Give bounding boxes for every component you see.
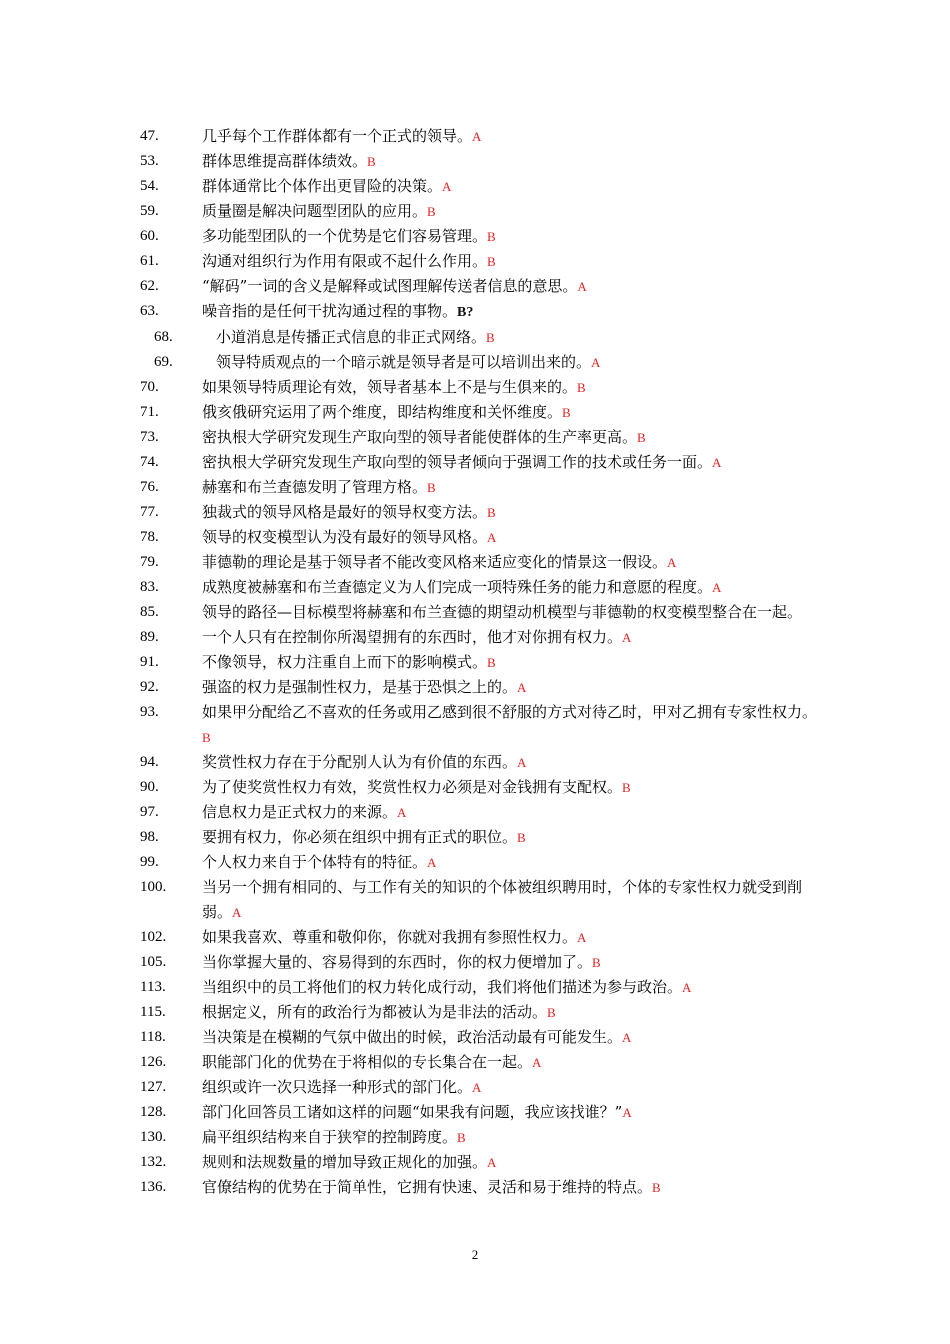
- question-item: [140, 700, 820, 750]
- statement: “解码”一词的含义是解释或试图理解传送者信息的意思。: [202, 277, 578, 295]
- question-number: 92.: [140, 679, 159, 695]
- statement: 奖赏性权力存在于分配别人认为有价值的东西。: [202, 753, 518, 771]
- answer-label: A: [532, 1055, 542, 1070]
- question-item: [140, 500, 820, 525]
- question-number: 105.: [140, 954, 167, 970]
- question-number: 91.: [140, 654, 159, 670]
- question-text: [202, 625, 820, 650]
- answer-label: A: [517, 755, 527, 770]
- question-item: [140, 199, 820, 224]
- question-number: 98.: [140, 829, 159, 845]
- question-text: [202, 775, 820, 800]
- question-number: 93.: [140, 704, 159, 720]
- statement: 组织或许一次只选择一种形式的部门化。: [202, 1078, 473, 1096]
- question-item: [140, 925, 820, 950]
- question-item: [140, 800, 820, 825]
- statement: 多功能型团队的一个优势是它们容易管理。: [202, 227, 488, 245]
- question-item: [140, 1050, 820, 1075]
- answer-label: B: [487, 655, 496, 670]
- answer-label: A: [577, 279, 587, 294]
- statement: 扁平组织结构来自于狭窄的控制跨度。: [202, 1128, 458, 1146]
- answer-label: B: [547, 1005, 556, 1020]
- statement: 领导特质观点的一个暗示就是领导者是可以培训出来的。: [216, 353, 592, 371]
- answer-label: A: [682, 980, 692, 995]
- question-text: [202, 149, 820, 174]
- question-item: [140, 174, 820, 199]
- question-number: 76.: [140, 479, 159, 495]
- question-text: [202, 950, 820, 975]
- question-item: [140, 825, 820, 850]
- question-item: [140, 249, 820, 274]
- statement: 官僚结构的优势在于简单性，它拥有快速、灵活和易于维持的特点。: [202, 1178, 653, 1196]
- question-number: 99.: [140, 854, 159, 870]
- question-number: 61.: [140, 253, 159, 269]
- question-item: [140, 550, 820, 575]
- question-number: 130.: [140, 1129, 167, 1145]
- question-text: [202, 375, 820, 400]
- question-number: 136.: [140, 1179, 167, 1195]
- answer-label: A: [517, 680, 527, 695]
- question-item: [140, 950, 820, 975]
- question-number: 60.: [140, 228, 159, 244]
- question-text: [202, 299, 820, 325]
- question-item: [140, 775, 820, 800]
- statement: 独裁式的领导风格是最好的领导权变方法。: [202, 503, 488, 521]
- question-text: [202, 1025, 820, 1050]
- question-text: [202, 700, 820, 750]
- statement: 成熟度被赫塞和布兰查德定义为人们完成一项特殊任务的能力和意愿的程度。: [202, 578, 713, 596]
- statement: 密执根大学研究发现生产取向型的领导者倾向于强调工作的技术或任务一面。: [202, 453, 713, 471]
- answer-label: A: [577, 930, 587, 945]
- question-item: [140, 149, 820, 174]
- question-item: [140, 750, 820, 775]
- answer-label: B: [592, 955, 601, 970]
- statement: 不像领导，权力注重自上而下的影响模式。: [202, 653, 488, 671]
- question-number: 54.: [140, 178, 159, 194]
- question-item: [140, 425, 820, 450]
- statement: 领导的路径—目标模型将赫塞和布兰查德的期望动机模型与菲德勒的权变模型整合在一起。: [202, 603, 803, 621]
- answer-label: B: [637, 430, 646, 445]
- question-item: [140, 224, 820, 249]
- question-text: [202, 325, 820, 350]
- answer-label: B: [367, 154, 376, 169]
- statement: 几乎每个工作群体都有一个正式的领导。: [202, 127, 473, 145]
- question-item: [140, 124, 820, 149]
- question-item: [140, 1175, 820, 1200]
- statement: 领导的权变模型认为没有最好的领导风格。: [202, 528, 488, 546]
- question-number: 100.: [140, 879, 167, 895]
- question-text: [202, 1150, 820, 1175]
- question-number: 62.: [140, 278, 159, 294]
- statement: 群体通常比个体作出更冒险的决策。: [202, 177, 443, 195]
- question-number: 126.: [140, 1054, 167, 1070]
- answer-label: B: [202, 730, 211, 745]
- statement: 个人权力来自于个体特有的特征。: [202, 853, 428, 871]
- question-text: [202, 400, 820, 425]
- answer-label: A: [622, 1030, 632, 1045]
- question-number: 70.: [140, 379, 159, 395]
- question-number: 69.: [154, 354, 173, 370]
- statement: 如果我喜欢、尊重和敬仰你，你就对我拥有参照性权力。: [202, 928, 578, 946]
- answer-label: B: [487, 254, 496, 269]
- question-text: [202, 1175, 820, 1200]
- statement: 菲德勒的理论是基于领导者不能改变风格来适应变化的情景这一假设。: [202, 553, 668, 571]
- question-number: 77.: [140, 504, 159, 520]
- question-list: [140, 124, 820, 1200]
- question-number: 73.: [140, 429, 159, 445]
- question-number: 102.: [140, 929, 167, 945]
- statement: 俄亥俄研究运用了两个维度，即结构维度和关怀维度。: [202, 403, 563, 421]
- statement: 赫塞和布兰查德发明了管理方格。: [202, 478, 428, 496]
- statement: 强盗的权力是强制性权力，是基于恐惧之上的。: [202, 678, 518, 696]
- answer-label: A: [472, 1080, 482, 1095]
- question-text: [202, 800, 820, 825]
- answer-label: A: [712, 455, 722, 470]
- question-text: [202, 525, 820, 550]
- question-item: [140, 875, 820, 925]
- question-item: [140, 1150, 820, 1175]
- question-item: [140, 1125, 820, 1150]
- statement: 群体思维提高群体绩效。: [202, 152, 368, 170]
- question-number: 74.: [140, 454, 159, 470]
- question-text: [202, 350, 820, 375]
- statement: 根据定义，所有的政治行为都被认为是非法的活动。: [202, 1003, 548, 1021]
- question-item: [140, 625, 820, 650]
- question-text: [202, 875, 820, 925]
- answer-label: B: [562, 405, 571, 420]
- question-number: 113.: [140, 979, 166, 995]
- answer-label: A: [472, 129, 482, 144]
- answer-label: B: [517, 830, 526, 845]
- answer-label: A: [487, 530, 497, 545]
- answer-label: A: [622, 630, 632, 645]
- question-text: [202, 550, 820, 575]
- question-text: [202, 600, 820, 625]
- question-item: [140, 325, 820, 350]
- question-text: [202, 1100, 820, 1125]
- answer-label: B: [427, 480, 436, 495]
- question-text: [202, 1125, 820, 1150]
- question-text: [202, 224, 820, 249]
- question-number: 128.: [140, 1104, 167, 1120]
- question-item: [140, 575, 820, 600]
- question-text: [202, 475, 820, 500]
- question-text: [202, 825, 820, 850]
- statement: 如果甲分配给乙不喜欢的任务或用乙感到很不舒服的方式对待乙时，甲对乙拥有专家性权力。: [202, 703, 818, 721]
- statement: 职能部门化的优势在于将相似的专长集合在一起。: [202, 1053, 533, 1071]
- question-item: [140, 1025, 820, 1050]
- statement: 密执根大学研究发现生产取向型的领导者能使群体的生产率更高。: [202, 428, 638, 446]
- answer-label: B: [486, 330, 495, 345]
- statement: 为了使奖赏性权力有效，奖赏性权力必须是对金钱拥有支配权。: [202, 778, 623, 796]
- answer-label: A: [427, 855, 437, 870]
- answer-label: B: [427, 204, 436, 219]
- question-text: [202, 850, 820, 875]
- question-item: [140, 299, 820, 325]
- question-number: 63.: [140, 303, 159, 319]
- answer-label: A: [397, 805, 407, 820]
- question-text: [202, 199, 820, 224]
- question-text: [202, 975, 820, 1000]
- question-text: [202, 425, 820, 450]
- question-item: [140, 375, 820, 400]
- statement: 信息权力是正式权力的来源。: [202, 803, 398, 821]
- answer-label: A: [667, 555, 677, 570]
- question-number: 127.: [140, 1079, 167, 1095]
- question-text: [202, 174, 820, 199]
- question-text: [202, 675, 820, 700]
- question-item: [140, 525, 820, 550]
- question-text: [202, 500, 820, 525]
- statement: 一个人只有在控制你所渴望拥有的东西时，他才对你拥有权力。: [202, 628, 623, 646]
- question-text: [202, 1050, 820, 1075]
- answer-label: B: [622, 780, 631, 795]
- answer-label: A: [442, 179, 452, 194]
- question-item: [140, 600, 820, 625]
- answer-label: B: [652, 1180, 661, 1195]
- question-number: 78.: [140, 529, 159, 545]
- statement: 当组织中的员工将他们的权力转化成行动，我们将他们描述为参与政治。: [202, 978, 683, 996]
- statement: 小道消息是传播正式信息的非正式网络。: [216, 328, 487, 346]
- statement: 噪音指的是任何干扰沟通过程的事物。: [202, 302, 458, 320]
- statement: 当你掌握大量的、容易得到的东西时，你的权力便增加了。: [202, 953, 593, 971]
- question-item: [140, 1075, 820, 1100]
- question-text: [202, 575, 820, 600]
- question-number: 59.: [140, 203, 159, 219]
- question-number: 53.: [140, 153, 159, 169]
- question-number: 71.: [140, 404, 159, 420]
- question-text: [202, 249, 820, 274]
- question-text: [202, 925, 820, 950]
- question-text: [202, 750, 820, 775]
- question-item: [140, 400, 820, 425]
- question-number: 79.: [140, 554, 159, 570]
- answer-label: A: [712, 580, 722, 595]
- statement: 部门化回答员工诸如这样的问题“如果我有问题，我应该找谁？”: [202, 1103, 623, 1121]
- question-item: [140, 475, 820, 500]
- question-item: [140, 350, 820, 375]
- question-number: 47.: [140, 128, 159, 144]
- question-text: [202, 650, 820, 675]
- question-number: 85.: [140, 604, 159, 620]
- answer-label: A: [622, 1105, 632, 1120]
- question-text: [202, 1000, 820, 1025]
- answer-label: B: [487, 505, 496, 520]
- statement: 如果领导特质理论有效，领导者基本上不是与生俱来的。: [202, 378, 578, 396]
- answer-label: A: [487, 1155, 497, 1170]
- answer-label: A: [591, 355, 601, 370]
- statement: 质量圈是解决问题型团队的应用。: [202, 202, 428, 220]
- question-number: 83.: [140, 579, 159, 595]
- answer-label: B: [577, 380, 586, 395]
- question-item: [140, 650, 820, 675]
- statement: 规则和法规数量的增加导致正规化的加强。: [202, 1153, 488, 1171]
- question-text: [202, 1075, 820, 1100]
- question-item: [140, 1000, 820, 1025]
- question-number: 68.: [154, 329, 173, 345]
- question-number: 90.: [140, 779, 159, 795]
- statement: 要拥有权力，你必须在组织中拥有正式的职位。: [202, 828, 518, 846]
- statement: 当决策是在模糊的气氛中做出的时候，政治活动最有可能发生。: [202, 1028, 623, 1046]
- answer-label: B: [457, 1130, 466, 1145]
- question-number: 132.: [140, 1154, 167, 1170]
- page-number: 2: [471, 1247, 479, 1262]
- question-text: [202, 274, 820, 299]
- question-item: [140, 450, 820, 475]
- question-number: 89.: [140, 629, 159, 645]
- statement: 当另一个拥有相同的、与工作有关的知识的个体被组织聘用时，个体的专家性权力就受到削弱。: [202, 878, 803, 921]
- answer-label: A: [232, 905, 242, 920]
- question-text: [202, 124, 820, 149]
- answer-label: B?: [457, 305, 474, 320]
- question-number: 115.: [140, 1004, 166, 1020]
- question-item: [140, 975, 820, 1000]
- question-item: [140, 1100, 820, 1125]
- answer-label: B: [487, 229, 496, 244]
- statement: 沟通对组织行为作用有限或不起什么作用。: [202, 252, 488, 270]
- question-text: [202, 450, 820, 475]
- question-number: 94.: [140, 754, 159, 770]
- question-item: [140, 850, 820, 875]
- question-item: [140, 675, 820, 700]
- question-item: [140, 274, 820, 299]
- question-number: 118.: [140, 1029, 166, 1045]
- question-number: 97.: [140, 804, 159, 820]
